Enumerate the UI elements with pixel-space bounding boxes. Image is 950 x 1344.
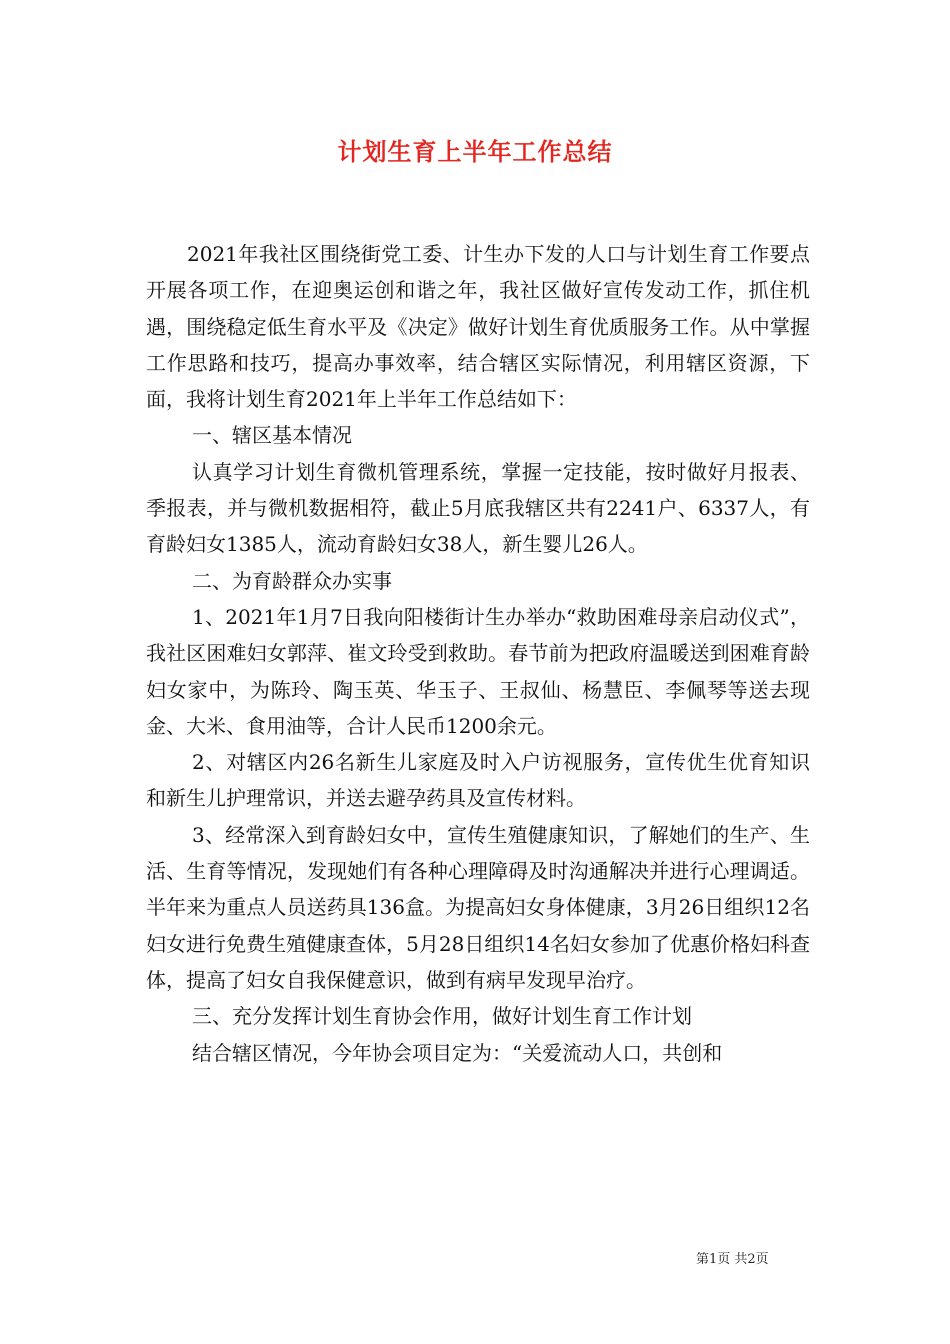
- paragraph-association: 结合辖区情况，今年协会项目定为：“关爱流动人口，共创和: [192, 1040, 723, 1065]
- paragraph-item-2: 2、对辖区内26名新生儿家庭及时入户访视服务，宣传优生优育知识和新生儿护理常识，并送去避孕药具及宣传材料。: [146, 750, 810, 811]
- paragraph-item-1: 1、2021年1月7日我向阳楼街计生办举办“救助困难母亲启动仪式”，我社区困难妇女郭萍、崔文玲受到救助。春节前为把政府温暖送到困难育龄妇女家中，为陈玲、陶玉英、华玉子、王叔仙、杨慧臣、李佩琴等送去现金、大米、食用油等，合计人民币1200余元。: [146, 604, 810, 738]
- section-heading-2: 二、为育龄群众办实事: [192, 568, 392, 593]
- paragraph-basic-situation: 认真学习计划生育微机管理系统，掌握一定技能，按时做好月报表、季报表，并与微机数据相符，截止5月底我辖区共有2241户、6337人，有育龄妇女1385人，流动育龄妇女38人，新生婴儿26人。: [146, 459, 810, 557]
- section-heading-1: 一、辖区基本情况: [192, 423, 352, 448]
- paragraph-intro: 2021年我社区围绕街党工委、计生办下发的人口与计划生育工作要点开展各项工作，在迎奥运创和谐之年，我社区做好宣传发动工作，抓住机遇，围绕稳定低生育水平及《决定》做好计划生育优质服务工作。从中掌握工作思路和技巧，提高办事效率，结合辖区实际情况，利用辖区资源，下面，我将计划生育2021年上半年工作总结如下：: [146, 242, 810, 412]
- page-number: 第1页 共2页: [696, 1252, 769, 1267]
- section-heading-3: 三、充分发挥计划生育协会作用，做好计划生育工作计划: [192, 1004, 692, 1029]
- document-title: 计划生育上半年工作总结: [337, 137, 613, 166]
- paragraph-item-3: 3、经常深入到育龄妇女中，宣传生殖健康知识，了解她们的生产、生活、生育等情况，发现她们有各种心理障碍及时沟通解决并进行心理调适。半年来为重点人员送药具136盒。为提高妇女身体健康，3月26日组织12名妇女进行免费生殖健康查体，5月28日组织14名妇女参加了优惠价格妇科查体，提高了妇女自我保健意识，做到有病早发现早治疗。: [146, 822, 810, 992]
- document-body: [146, 236, 810, 1071]
